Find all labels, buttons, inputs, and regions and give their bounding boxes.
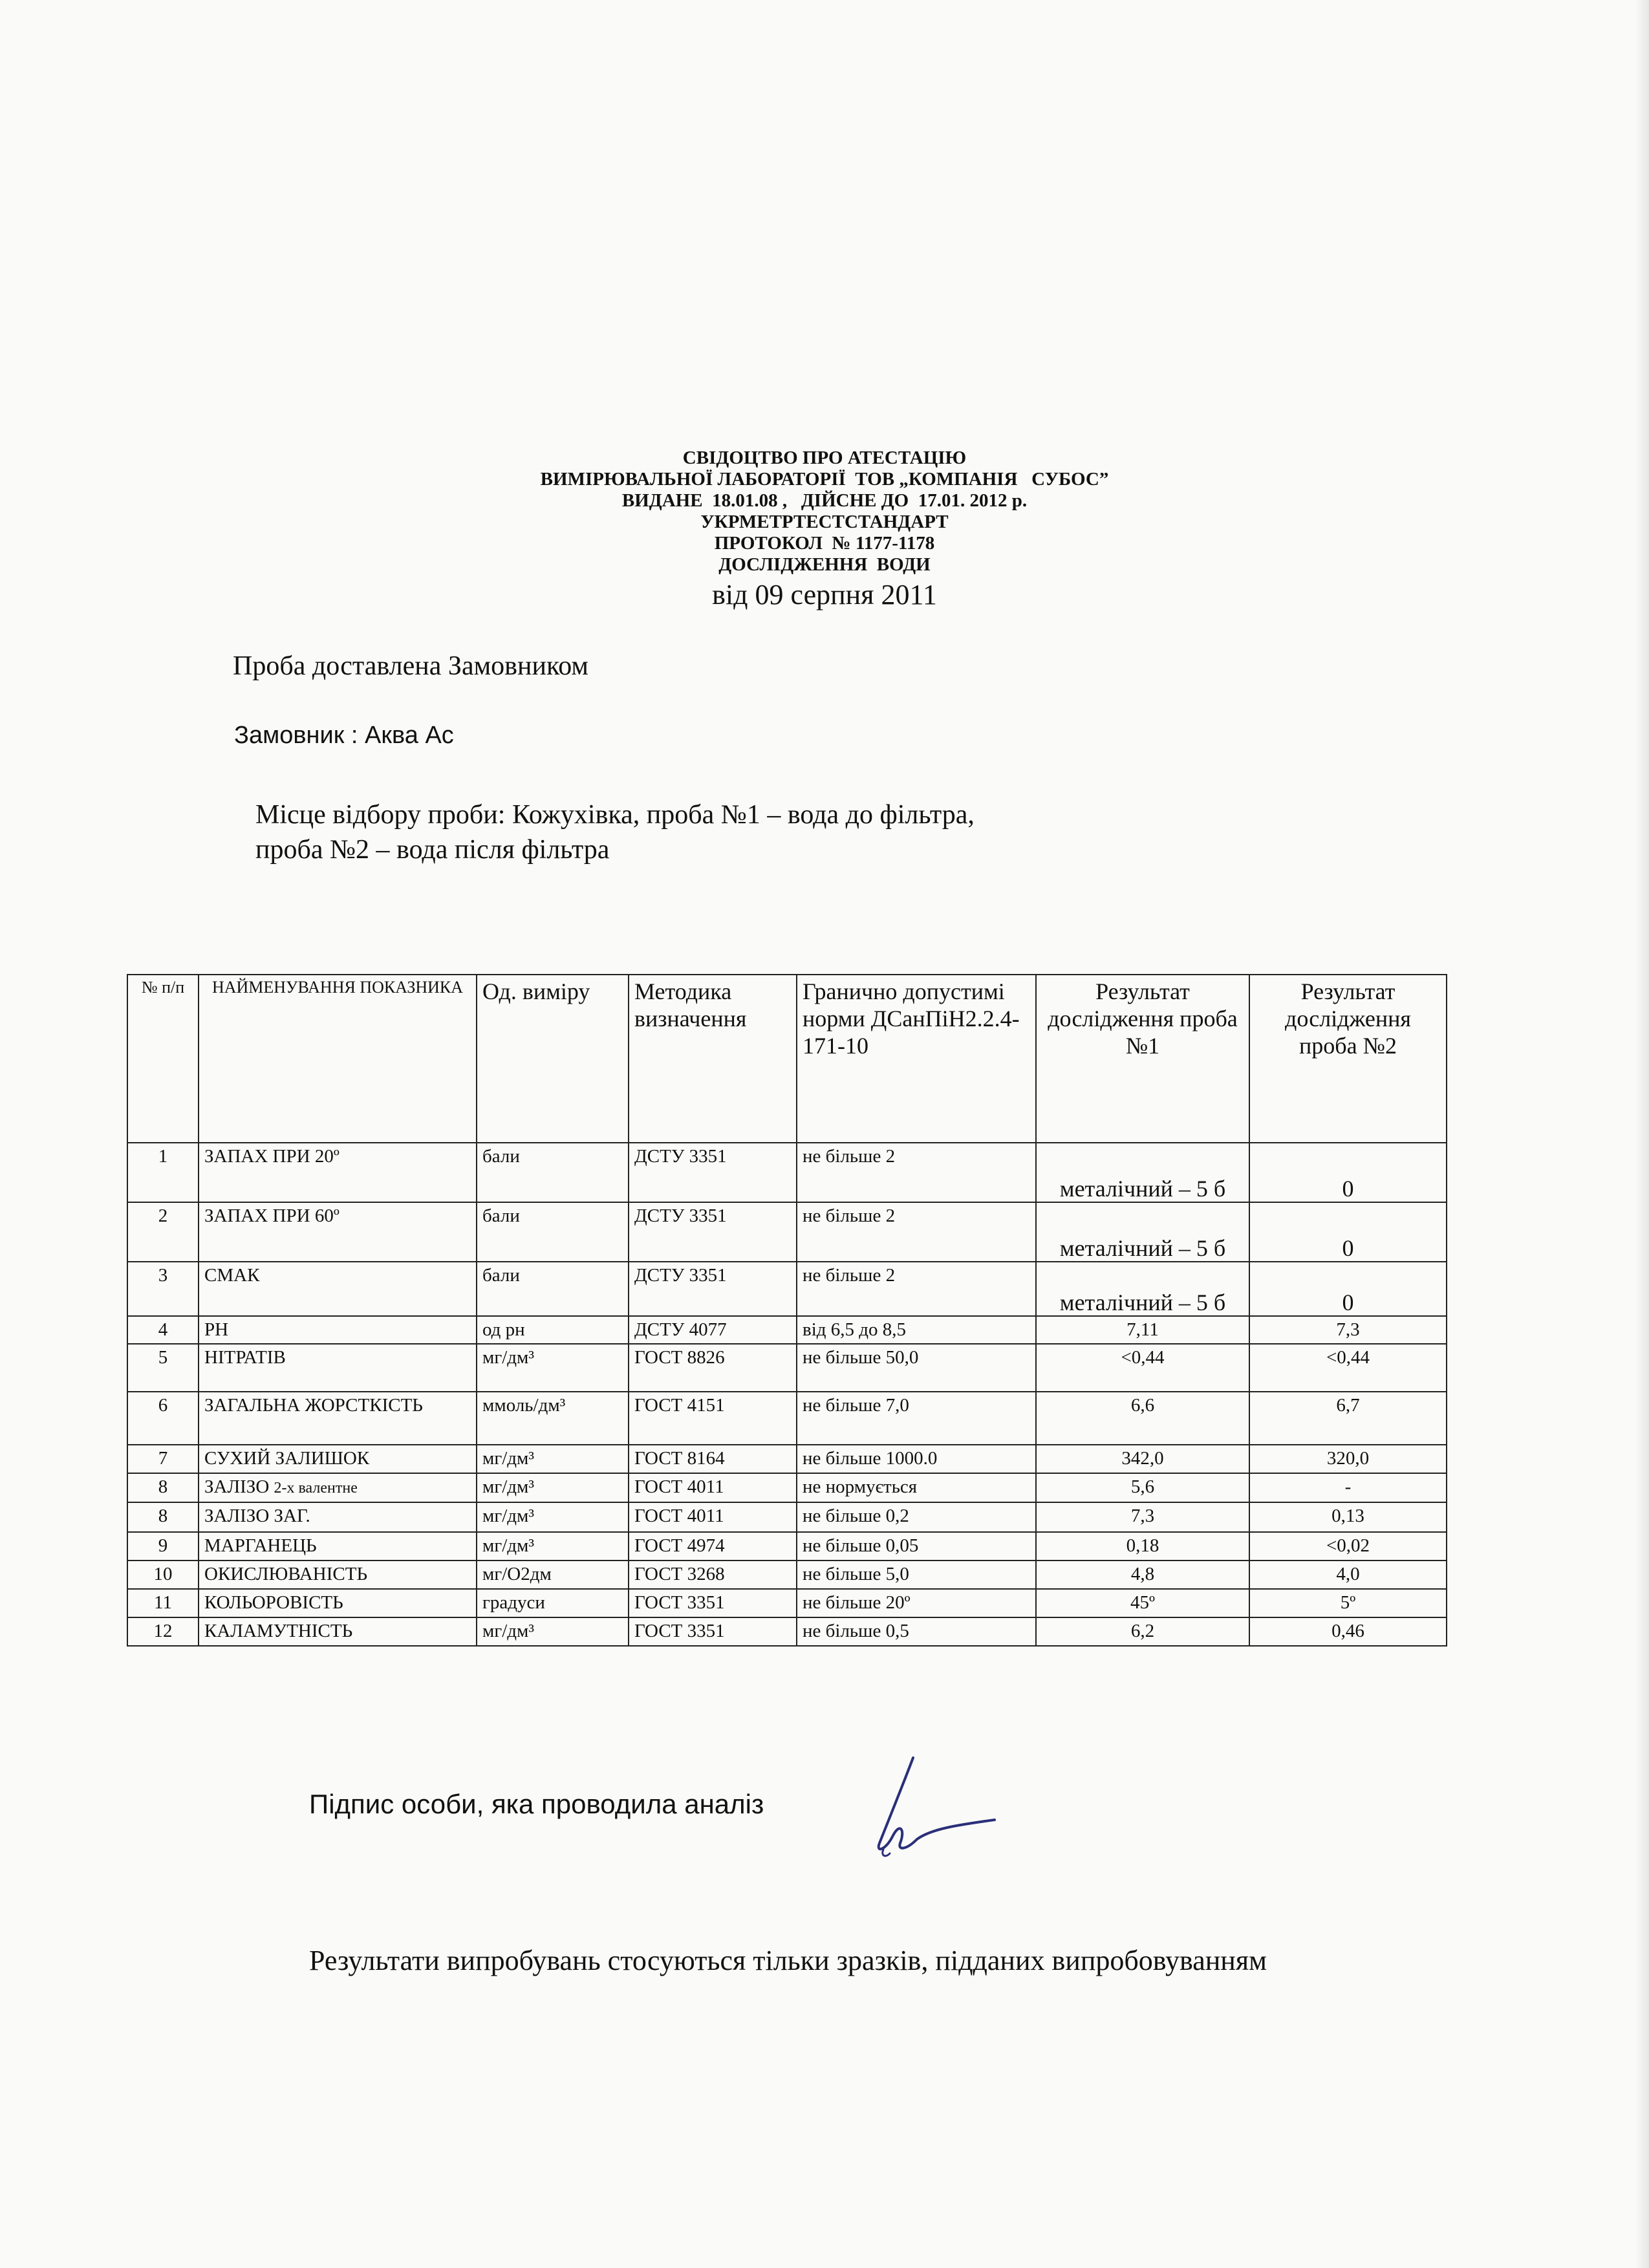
header-result-2: Результат дослідження проба №2 <box>1249 975 1447 1143</box>
cell-name: МАРГАНЕЦЬ <box>199 1532 477 1561</box>
results-table <box>127 974 1447 1647</box>
cell-num: 3 <box>127 1262 199 1316</box>
cell-unit: ммоль/дм³ <box>477 1392 629 1445</box>
cell-limit: не більше 2 <box>797 1262 1036 1316</box>
cell-result-1: 6,6 <box>1036 1392 1249 1445</box>
table-row <box>127 1344 1447 1392</box>
cell-method: ГОСТ 4974 <box>629 1532 797 1561</box>
cell-result-1: 342,0 <box>1036 1445 1249 1473</box>
page-edge-shadow <box>1635 0 1649 2268</box>
header-line-protocol: ПРОТОКОЛ № 1177-1178 <box>714 533 935 554</box>
table-row <box>127 1561 1447 1589</box>
cell-result-2: 6,7 <box>1249 1392 1447 1445</box>
table-row <box>127 1445 1447 1473</box>
cell-name: КАЛАМУТНІСТЬ <box>199 1617 477 1646</box>
cell-result-2: 0 <box>1249 1202 1447 1262</box>
cell-method: ГОСТ 3351 <box>629 1617 797 1646</box>
cell-num: 12 <box>127 1617 199 1646</box>
cell-result-2: 0,13 <box>1249 1502 1447 1532</box>
document-header <box>0 448 1649 613</box>
cell-name: ЗАГАЛЬНА ЖОРСТКІСТЬ <box>199 1392 477 1445</box>
cell-num: 8 <box>127 1502 199 1532</box>
header-method: Методика визначення <box>629 975 797 1143</box>
table-header-row <box>127 975 1447 1143</box>
cell-name: ОКИСЛЮВАНІСТЬ <box>199 1561 477 1589</box>
header-limit: Гранично допустимі норми ДСанПіН2.2.4-171-10 <box>797 975 1036 1143</box>
cell-method: ГОСТ 3351 <box>629 1589 797 1617</box>
cell-unit: бали <box>477 1143 629 1202</box>
cell-result-1: 5,6 <box>1036 1473 1249 1502</box>
cell-result-1: 45º <box>1036 1589 1249 1617</box>
cell-unit: градуси <box>477 1589 629 1617</box>
sampling-place-line-1: Місце відбору проби: Кожухівка, проба №1 – вода до фільтра, <box>255 800 975 830</box>
cell-method: ГОСТ 8164 <box>629 1445 797 1473</box>
signature-label: Підпис особи, яка проводила аналіз <box>309 1789 764 1819</box>
cell-result-1: металічний – 5 б <box>1036 1202 1249 1262</box>
cell-name-main: ЗАЛІЗО <box>204 1476 274 1497</box>
cell-num: 11 <box>127 1589 199 1617</box>
cell-limit: не більше 2 <box>797 1202 1036 1262</box>
cell-unit: мг/дм³ <box>477 1445 629 1473</box>
cell-method: ГОСТ 4011 <box>629 1473 797 1502</box>
cell-name: КОЛЬОРОВІСТЬ <box>199 1589 477 1617</box>
cell-result-2: 320,0 <box>1249 1445 1447 1473</box>
cell-result-1: 7,11 <box>1036 1316 1249 1344</box>
cell-unit: мг/дм³ <box>477 1532 629 1561</box>
cell-result-1: 7,3 <box>1036 1502 1249 1532</box>
protocol-date: від 09 серпня 2011 <box>712 579 937 610</box>
cell-method: ДСТУ 3351 <box>629 1202 797 1262</box>
cell-result-2: - <box>1249 1473 1447 1502</box>
cell-result-1: металічний – 5 б <box>1036 1262 1249 1316</box>
table-row <box>127 1143 1447 1202</box>
table-row <box>127 1316 1447 1344</box>
cell-unit: бали <box>477 1202 629 1262</box>
header-num: № п/п <box>127 975 199 1143</box>
table-row <box>127 1617 1447 1646</box>
header-unit: Од. виміру <box>477 975 629 1143</box>
cell-unit: мг/дм³ <box>477 1473 629 1502</box>
cell-result-2: 7,3 <box>1249 1316 1447 1344</box>
cell-num: 5 <box>127 1344 199 1392</box>
cell-result-2: 4,0 <box>1249 1561 1447 1589</box>
cell-name-note: 2-х валентне <box>274 1480 358 1496</box>
table-row <box>127 1202 1447 1262</box>
table-row <box>127 1473 1447 1502</box>
cell-num: 7 <box>127 1445 199 1473</box>
cell-limit: не більше 50,0 <box>797 1344 1036 1392</box>
cell-name: ЗАЛІЗО ЗАГ. <box>199 1502 477 1532</box>
cell-num: 1 <box>127 1143 199 1202</box>
cell-limit: не більше 5,0 <box>797 1561 1036 1589</box>
cell-limit: не нормується <box>797 1473 1036 1502</box>
cell-num: 2 <box>127 1202 199 1262</box>
cell-name: ЗАПАХ ПРИ 60º <box>199 1202 477 1262</box>
cell-method: ГОСТ 3268 <box>629 1561 797 1589</box>
header-line-laboratory: ВИМІРЮВАЛЬНОЇ ЛАБОРАТОРІЇ ТОВ „КОМПАНІЯ СУБОС” <box>540 469 1109 490</box>
cell-num: 6 <box>127 1392 199 1445</box>
cell-name <box>199 1473 477 1502</box>
table-row <box>127 1262 1447 1316</box>
cell-name: ЗАПАХ ПРИ 20º <box>199 1143 477 1202</box>
customer-text: Замовник : Аква Ас <box>234 722 454 749</box>
sample-delivered-text: Проба доставлена Замовником <box>233 651 588 681</box>
table-row <box>127 1502 1447 1532</box>
cell-method: ГОСТ 4151 <box>629 1392 797 1445</box>
cell-method: ДСТУ 4077 <box>629 1316 797 1344</box>
cell-result-1: металічний – 5 б <box>1036 1143 1249 1202</box>
cell-num: 10 <box>127 1561 199 1589</box>
cell-num: 4 <box>127 1316 199 1344</box>
cell-unit: мг/дм³ <box>477 1617 629 1646</box>
table-row <box>127 1392 1447 1445</box>
cell-result-2: 5º <box>1249 1589 1447 1617</box>
cell-unit: мг/дм³ <box>477 1344 629 1392</box>
cell-result-2: 0 <box>1249 1262 1447 1316</box>
cell-unit: мг/О2дм <box>477 1561 629 1589</box>
cell-result-1: 6,2 <box>1036 1617 1249 1646</box>
sampling-place-line-2: проба №2 – вода після фільтра <box>255 835 610 865</box>
cell-num: 8 <box>127 1473 199 1502</box>
cell-limit: не більше 1000.0 <box>797 1445 1036 1473</box>
cell-method: ГОСТ 4011 <box>629 1502 797 1532</box>
cell-name: PH <box>199 1316 477 1344</box>
cell-result-2: 0,46 <box>1249 1617 1447 1646</box>
cell-limit: від 6,5 до 8,5 <box>797 1316 1036 1344</box>
header-line-issued: ВИДАНЕ 18.01.08 , ДІЙСНЕ ДО 17.01. 2012 р. <box>621 490 1028 511</box>
header-name: НАЙМЕНУВАННЯ ПОКАЗНИКА <box>199 975 477 1143</box>
header-line-issuer: УКРМЕТРТЕСТСТАНДАРТ <box>700 512 949 532</box>
cell-result-1: 4,8 <box>1036 1561 1249 1589</box>
cell-result-1: <0,44 <box>1036 1344 1249 1392</box>
cell-limit: не більше 2 <box>797 1143 1036 1202</box>
cell-result-2: 0 <box>1249 1143 1447 1202</box>
table-row <box>127 1532 1447 1561</box>
cell-method: ГОСТ 8826 <box>629 1344 797 1392</box>
cell-name: НІТРАТІВ <box>199 1344 477 1392</box>
header-line-certificate: СВІДОЦТВО ПРО АТЕСТАЦІЮ <box>682 448 967 468</box>
cell-result-2: <0,44 <box>1249 1344 1447 1392</box>
cell-limit: не більше 0,05 <box>797 1532 1036 1561</box>
table-row <box>127 1589 1447 1617</box>
header-line-title: ДОСЛІДЖЕННЯ ВОДИ <box>718 554 931 575</box>
cell-method: ДСТУ 3351 <box>629 1262 797 1316</box>
cell-limit: не більше 0,5 <box>797 1617 1036 1646</box>
cell-limit: не більше 20º <box>797 1589 1036 1617</box>
cell-name: СУХИЙ ЗАЛИШОК <box>199 1445 477 1473</box>
cell-unit: бали <box>477 1262 629 1316</box>
cell-name: СМАК <box>199 1262 477 1316</box>
footer-disclaimer: Результати випробувань стосуються тільки зразків, підданих випробовуванням <box>309 1945 1267 1976</box>
cell-result-2: <0,02 <box>1249 1532 1447 1561</box>
cell-unit: мг/дм³ <box>477 1502 629 1532</box>
header-result-1: Результат дослідження проба №1 <box>1036 975 1249 1143</box>
handwritten-signature <box>867 1753 996 1863</box>
cell-result-1: 0,18 <box>1036 1532 1249 1561</box>
cell-limit: не більше 7,0 <box>797 1392 1036 1445</box>
cell-method: ДСТУ 3351 <box>629 1143 797 1202</box>
cell-unit: од рн <box>477 1316 629 1344</box>
cell-limit: не більше 0,2 <box>797 1502 1036 1532</box>
cell-num: 9 <box>127 1532 199 1561</box>
